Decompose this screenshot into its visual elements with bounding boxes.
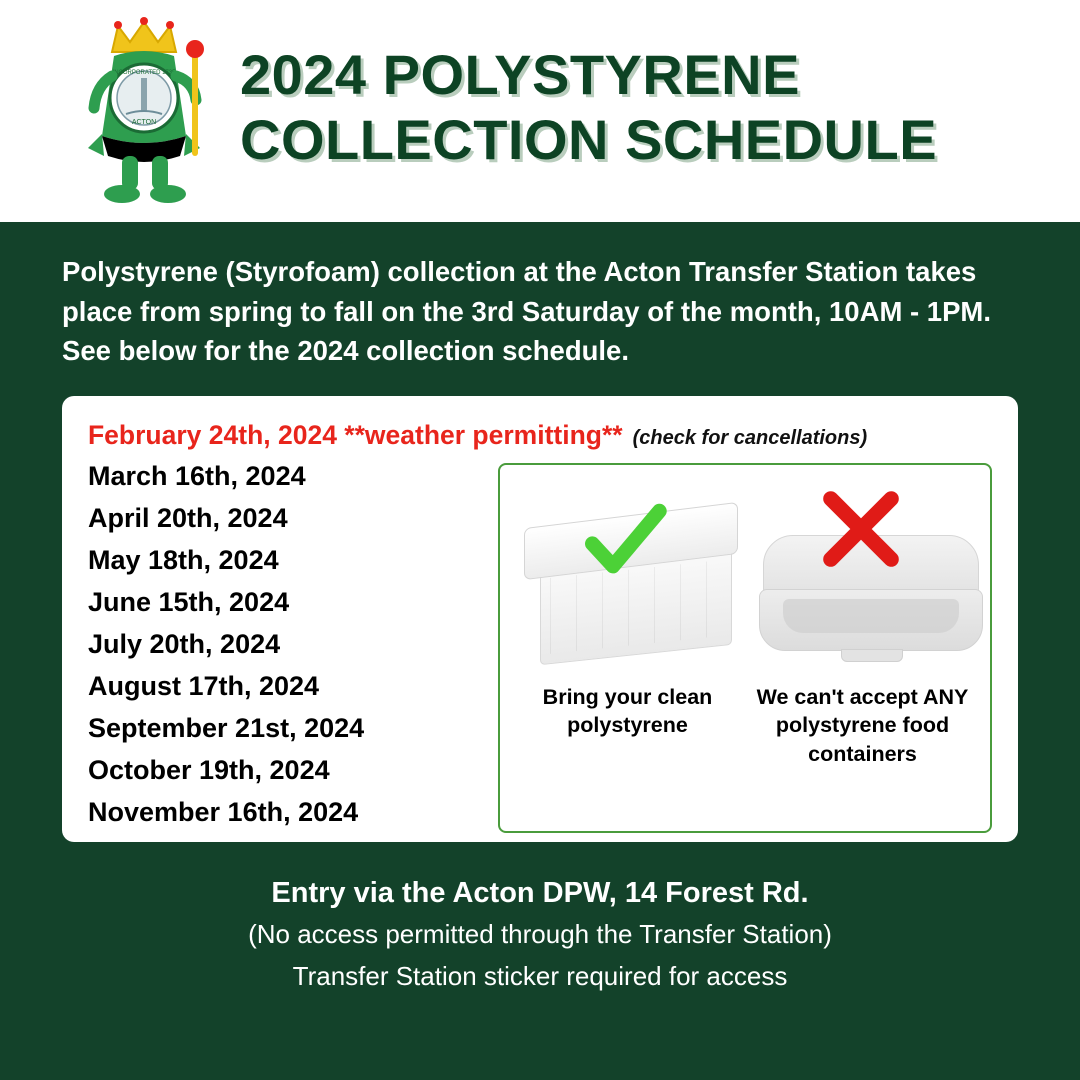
highlight-date: February 24th, 2024 **weather permitting** (88, 420, 623, 450)
svg-text:INCORPORATED 1735: INCORPORATED 1735 (112, 70, 176, 76)
footer-line-2: (No access permitted through the Transfer Station) (248, 919, 832, 950)
highlight-note: (check for cancellations) (632, 427, 868, 449)
list-item: March 16th, 2024 (88, 461, 306, 491)
list-item: November 16th, 2024 (88, 797, 359, 827)
list-item: April 20th, 2024 (88, 503, 288, 533)
list-item: May 18th, 2024 (88, 545, 279, 575)
title-line-1: 2024 POLYSTYRENE (240, 43, 800, 107)
rejected-example (745, 477, 980, 823)
schedule-card (62, 396, 1018, 842)
collection-date-list (86, 455, 486, 833)
polystyrene-clamshell-food-container-image (745, 477, 980, 677)
list-item: June 15th, 2024 (88, 587, 290, 617)
list-item: October 19th, 2024 (88, 755, 330, 785)
page-title (240, 43, 937, 179)
accepted-example (510, 477, 745, 823)
intro-text: Polystyrene (Styrofoam) collection at the Acton Transfer Station takes place from spring to fall on the 3rd Saturday of the month, 10AM - 1PM. See below for the 2024 collection schedule. (62, 256, 991, 367)
footer-line-3: Transfer Station sticker required for access (292, 960, 788, 991)
footer (0, 872, 1080, 997)
svg-text:ACTON: ACTON (131, 119, 157, 126)
accepted-caption: Bring your clean polystyrene (542, 685, 713, 738)
main-body (0, 222, 1080, 1080)
header (0, 0, 1080, 222)
highlight-date-row (86, 420, 994, 451)
footer-line-1: Entry via the Acton DPW, 14 Forest Rd. (271, 877, 809, 909)
red-x-icon (819, 487, 903, 571)
list-item: August 17th, 2024 (88, 671, 320, 701)
card-body (86, 455, 994, 833)
acton-town-mascot-logo (60, 16, 230, 206)
rejected-caption: We can't accept ANY polystyrene food containers (756, 685, 969, 766)
list-item: September 21st, 2024 (88, 713, 365, 743)
examples-panel (498, 463, 992, 833)
list-item: July 20th, 2024 (88, 629, 281, 659)
green-check-icon (582, 499, 668, 585)
styrofoam-cooler-image (510, 477, 745, 677)
title-line-2: COLLECTION SCHEDULE (240, 108, 938, 171)
